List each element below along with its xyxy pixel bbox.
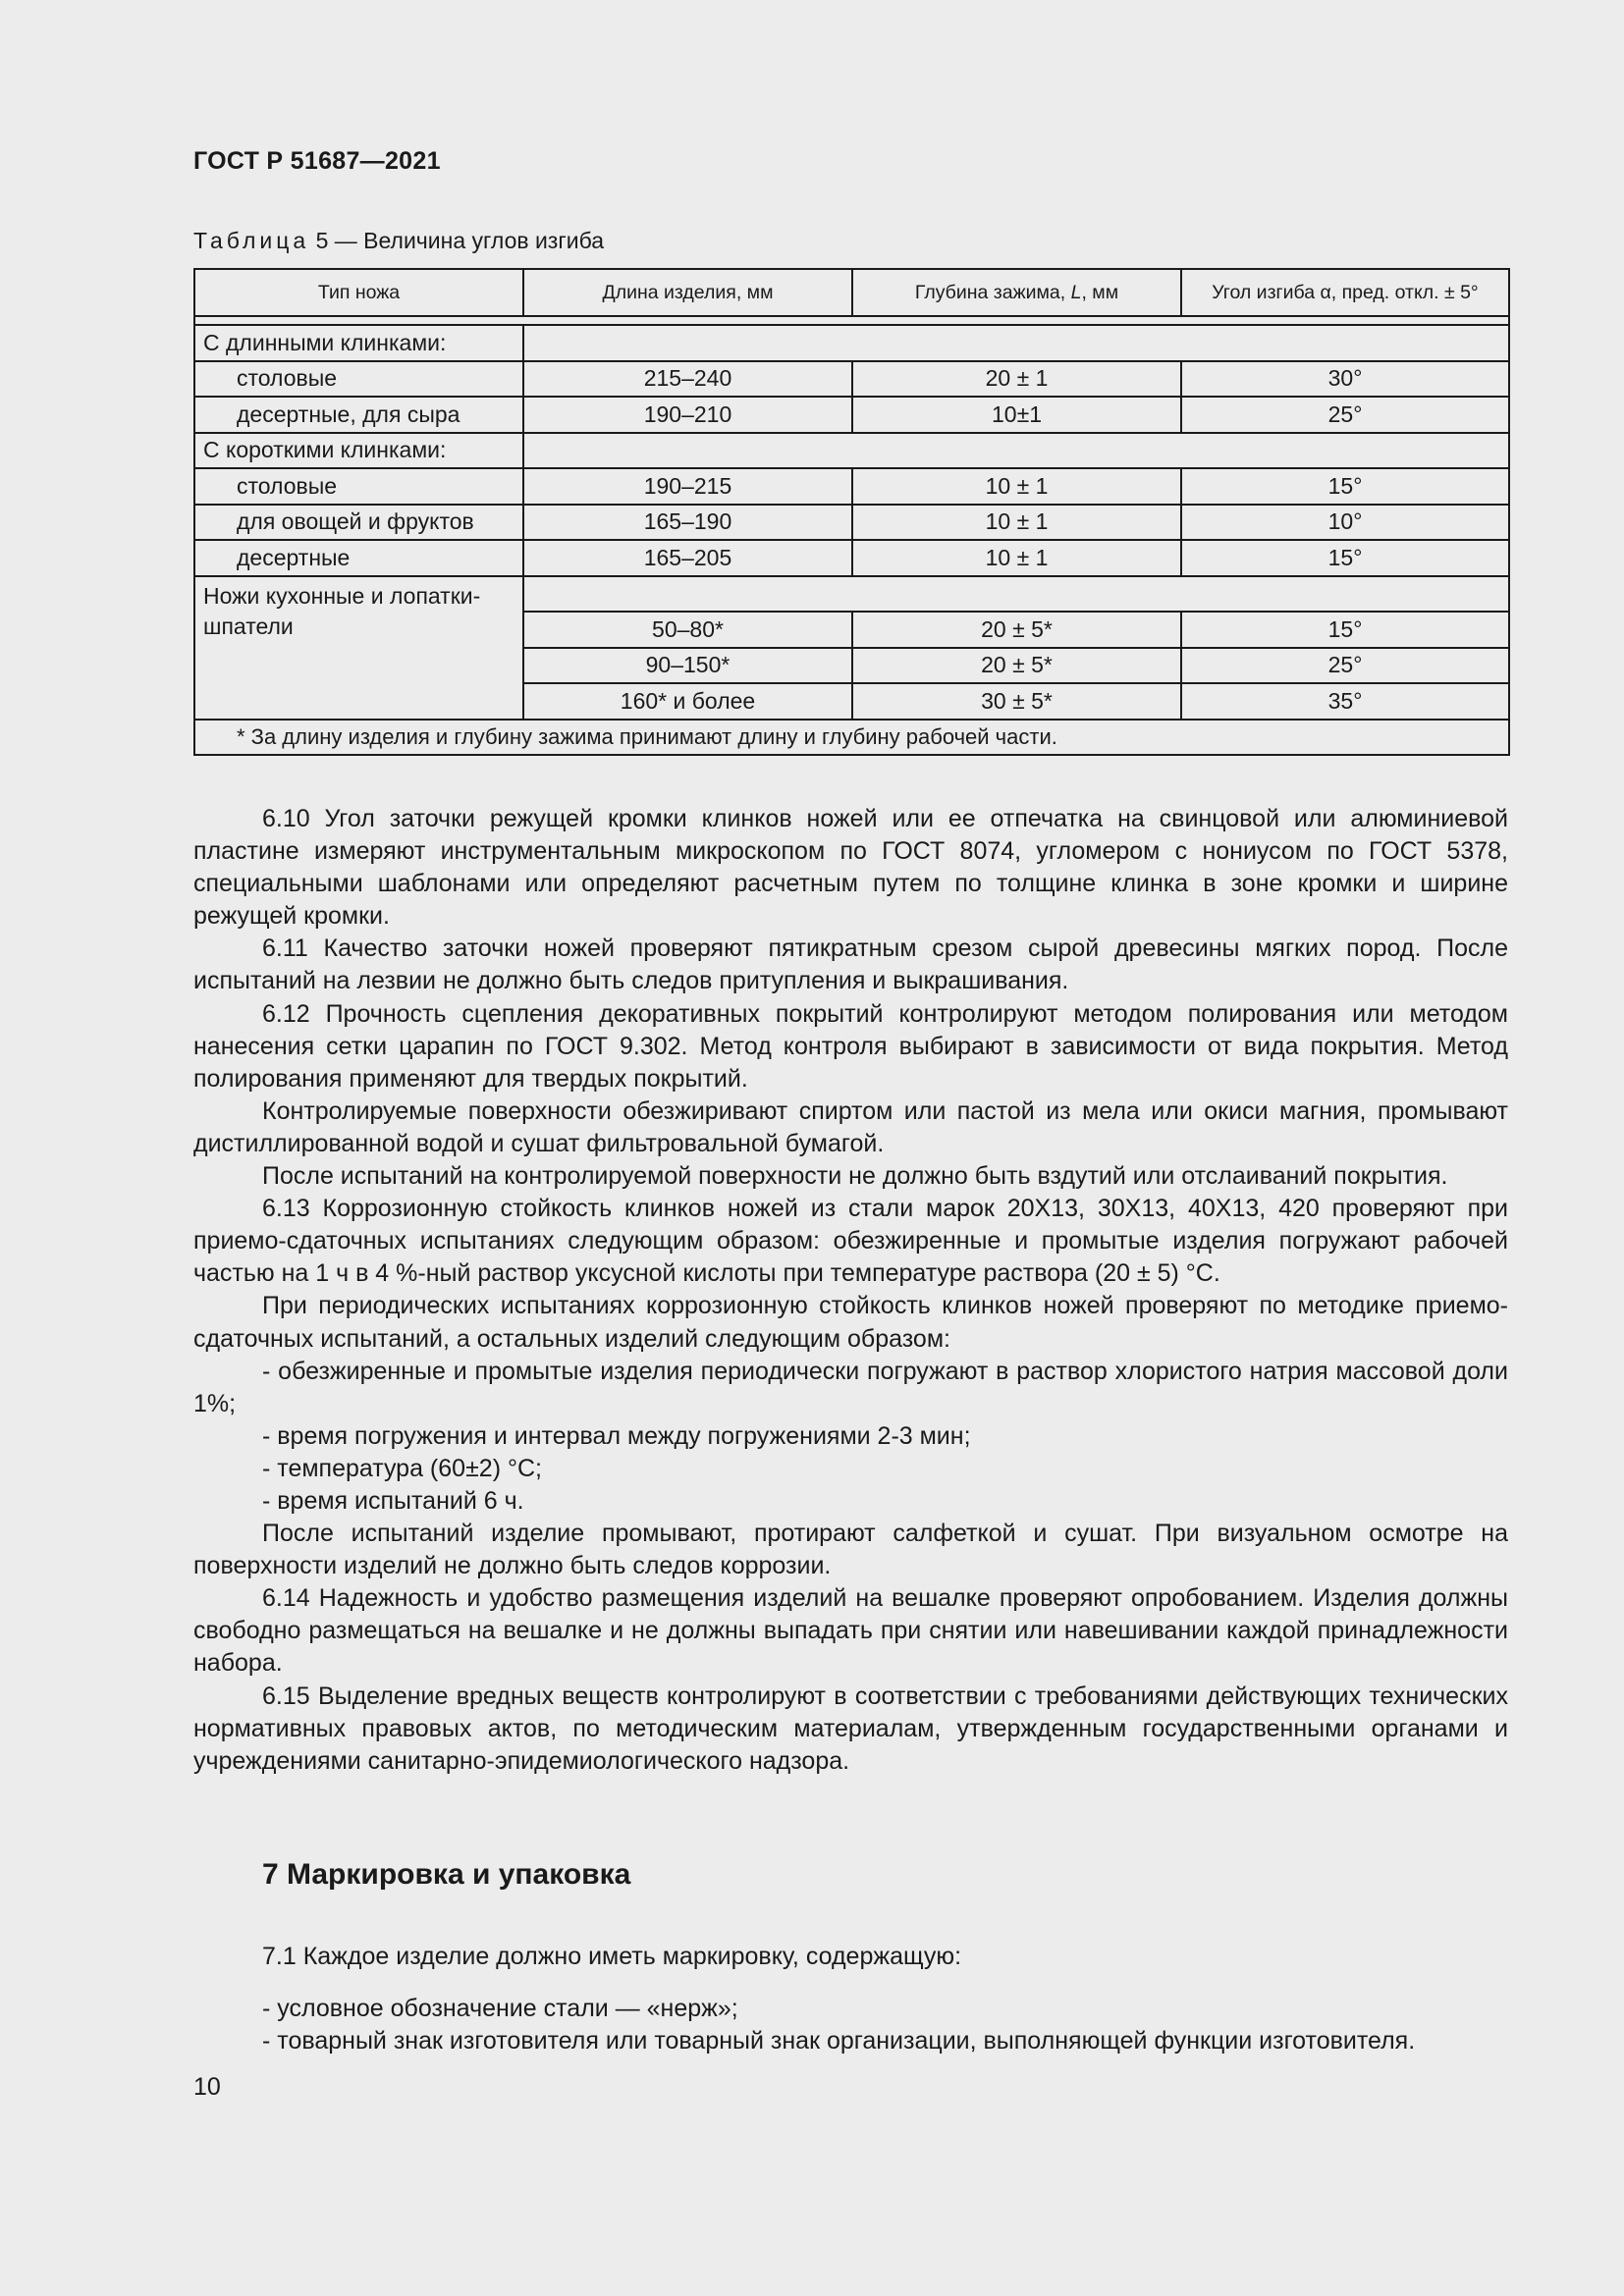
paragraph-6-11: 6.11 Качество заточки ножей проверяют пятикратным срезом сырой древесины мягких пород. После испытаний на лезвии не должно быть следов притупления и выкрашивания. [193, 934, 1508, 995]
table-row [194, 505, 1509, 541]
table-group-row [194, 325, 1509, 361]
length-cell: 190–215 [523, 468, 852, 505]
list-item: - товарный знак изготовителя или товарный знак организации, выполняющей функции изготовителя. [262, 2027, 1416, 2056]
column-header: Тип ножа [194, 269, 523, 316]
paragraph-6-15: 6.15 Выделение вредных веществ контролируют в соответствии с требованиями действующих технических нормативных правовых актов, по методическим материалам, утвержденным государственными органами и учреждениями санитарно-эпидемиологического надзора. [193, 1682, 1508, 1775]
depth-cell: 20 ± 1 [852, 361, 1181, 398]
knife-type-cell: столовые [194, 361, 523, 398]
depth-cell: 20 ± 5* [852, 648, 1181, 684]
paragraph: Контролируемые поверхности обезжиривают спиртом или пастой из мела или окиси магния, промывают дистиллированной водой и сушат фильтровальной бумагой. [193, 1096, 1508, 1157]
list-item: - температура (60±2) °C; [262, 1454, 542, 1482]
length-cell: 90–150* [523, 648, 852, 684]
depth-cell: 10±1 [852, 397, 1181, 433]
table-header-row [194, 269, 1509, 316]
table-group-row [194, 433, 1509, 469]
table-row [194, 397, 1509, 433]
angle-cell: 25° [1181, 648, 1509, 684]
knife-type-cell: для овощей и фруктов [194, 505, 523, 541]
paragraph-6-14: 6.14 Надежность и удобство размещения изделий на вешалке проверяют опробованием. Изделия должны свободно размещаться на вешалке и не должны выпадать при снятии или навешивании каждой принадлежности набора. [193, 1584, 1508, 1678]
depth-cell: 30 ± 5* [852, 683, 1181, 720]
document-code-header: ГОСТ Р 51687—2021 [193, 147, 441, 175]
angle-cell: 25° [1181, 397, 1509, 433]
length-cell: 50–80* [523, 612, 852, 648]
length-cell: 165–205 [523, 540, 852, 576]
table-footnote-row [194, 720, 1509, 756]
angle-cell: 35° [1181, 683, 1509, 720]
table-caption [193, 228, 604, 254]
column-header: Угол изгиба α, пред. откл. ± 5° [1181, 269, 1509, 316]
depth-cell: 10 ± 1 [852, 468, 1181, 505]
column-header: Длина изделия, мм [523, 269, 852, 316]
paragraph: При периодических испытаниях коррозионную стойкость клинков ножей проверяют по методике приемо-сдаточных испытаний, а остальных изделий следующим образом: [193, 1292, 1508, 1353]
group-label: С короткими клинками: [194, 433, 523, 469]
table-footnote: * За длину изделия и глубину зажима принимают длину и глубину рабочей части. [194, 720, 1509, 756]
section-7-body [193, 1941, 1508, 2057]
angle-cell: 15° [1181, 540, 1509, 576]
page-number: 10 [193, 2073, 221, 2101]
list-item: - время испытаний 6 ч. [262, 1486, 524, 1515]
table-caption-word: Таблица [193, 228, 310, 253]
depth-cell: 10 ± 1 [852, 540, 1181, 576]
list-item: - время погружения и интервал между погружениями 2-3 мин; [262, 1421, 971, 1450]
paragraph: После испытаний на контролируемой поверхности не должно быть вздутий или отслаиваний покрытия. [262, 1162, 1448, 1191]
angle-cell: 15° [1181, 612, 1509, 648]
body-text [193, 803, 1508, 1778]
table-row [194, 540, 1509, 576]
angle-cell: 10° [1181, 505, 1509, 541]
header-divider-row [194, 316, 1509, 325]
length-cell: 215–240 [523, 361, 852, 398]
bend-angle-table [193, 268, 1510, 756]
table-row [194, 468, 1509, 505]
list-item: - обезжиренные и промытые изделия периодически погружают в раствор хлористого натрия массовой доли 1%; [193, 1357, 1508, 1417]
knife-type-cell: десертные, для сыра [194, 397, 523, 433]
group-label: С длинными клинками: [194, 325, 523, 361]
paragraph: После испытаний изделие промывают, протирают салфеткой и сушат. При визуальном осмотре на поверхности изделий не должно быть следов коррозии. [193, 1520, 1508, 1580]
depth-cell: 10 ± 1 [852, 505, 1181, 541]
depth-cell: 20 ± 5* [852, 612, 1181, 648]
table-caption-title: 5 — Величина углов изгиба [315, 228, 605, 253]
paragraph-7-1: 7.1 Каждое изделие должно иметь маркировку, содержащую: [262, 1943, 962, 1970]
column-header: Глубина зажима, L, мм [852, 269, 1181, 316]
table-row [194, 361, 1509, 398]
paragraph-6-13: 6.13 Коррозионную стойкость клинков ножей из стали марок 20Х13, 30Х13, 40Х13, 420 проверяют при приемо-сдаточных испытаниях следующим образом: обезжиренные и промытые изделия погружают рабочей частью на 1 ч в 4 %-ный раствор уксусной кислоты при температуре раствора (20 ± 5) °C. [193, 1195, 1508, 1288]
table-group-row [194, 576, 1509, 613]
paragraph-6-10: 6.10 Угол заточки режущей кромки клинков ножей или ее отпечатка на свинцовой или алюминиевой пластине измеряют инструментальным микроскопом по ГОСТ 8074, угломером с нониусом по ГОСТ 5378, специальными шаблонами или определяют расчетным путем по толщине клинка в зоне кромки и ширине режущей кромки. [193, 805, 1508, 931]
length-cell: 165–190 [523, 505, 852, 541]
paragraph-6-12: 6.12 Прочность сцепления декоративных покрытий контролируют методом полирования или методом нанесения сетки царапин по ГОСТ 9.302. Метод контроля выбирают в зависимости от вида покрытия. Метод полирования применяют для твердых покрытий. [193, 999, 1508, 1093]
section-heading: 7 Маркировка и упаковка [262, 1858, 631, 1891]
group-label: Ножи кухонные и лопатки-шпатели [194, 576, 523, 720]
knife-type-cell: столовые [194, 468, 523, 505]
angle-cell: 30° [1181, 361, 1509, 398]
knife-type-cell: десертные [194, 540, 523, 576]
list-item: - условное обозначение стали — «нерж»; [262, 1995, 738, 2023]
length-cell: 160* и более [523, 683, 852, 720]
length-cell: 190–210 [523, 397, 852, 433]
angle-cell: 15° [1181, 468, 1509, 505]
